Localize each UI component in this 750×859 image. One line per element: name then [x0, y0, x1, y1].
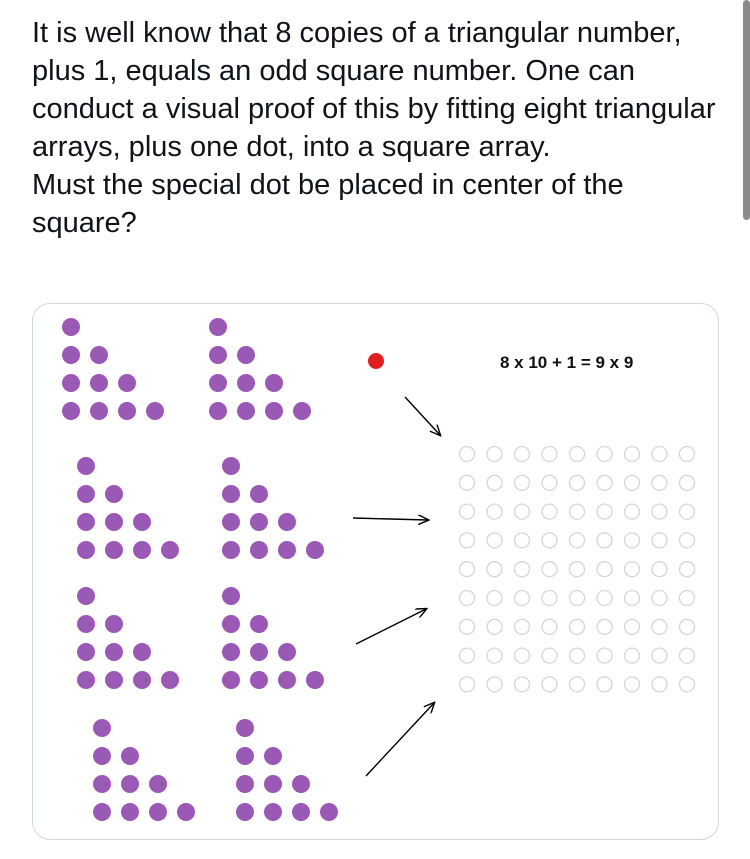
grid-dot [680, 447, 695, 462]
grid-dot [597, 504, 612, 519]
grid-dot [652, 648, 667, 663]
grid-dot [597, 475, 612, 490]
grid-dot [680, 619, 695, 634]
grid-dot [625, 504, 640, 519]
grid-dot [570, 447, 585, 462]
grid-dot [487, 562, 502, 577]
grid-dot [460, 504, 475, 519]
grid-dot [570, 619, 585, 634]
triangle-dot [236, 803, 254, 821]
post-image[interactable] [32, 303, 719, 840]
triangle-dot [93, 803, 111, 821]
grid-dot [625, 447, 640, 462]
grid-dot [570, 533, 585, 548]
grid-dot [625, 591, 640, 606]
triangle-dot [250, 541, 268, 559]
triangle-dot [236, 719, 254, 737]
grid-dot [460, 475, 475, 490]
triangular-arrays [62, 318, 338, 821]
triangle-dot [222, 615, 240, 633]
grid-dot [487, 648, 502, 663]
post-paragraph-2: Must the special dot be placed in center of the square? [32, 169, 624, 239]
grid-dot [597, 648, 612, 663]
triangle-dot [77, 541, 95, 559]
grid-dot [460, 533, 475, 548]
triangle-dot [250, 615, 268, 633]
grid-dot [680, 562, 695, 577]
triangle-dot [278, 541, 296, 559]
triangle-dot [77, 643, 95, 661]
grid-dot [542, 677, 557, 692]
triangle-dot [250, 485, 268, 503]
triangle-dot [209, 374, 227, 392]
grid-dot [625, 619, 640, 634]
triangle-dot [133, 671, 151, 689]
triangle-dot [306, 541, 324, 559]
triangle-dot [222, 587, 240, 605]
triangle-dot [264, 747, 282, 765]
triangle-dot [250, 671, 268, 689]
triangle-dot [264, 775, 282, 793]
grid-dot [570, 504, 585, 519]
triangle-dot [77, 513, 95, 531]
triangle-dot [306, 671, 324, 689]
triangle-dot [265, 402, 283, 420]
grid-dot [515, 677, 530, 692]
grid-dot [515, 504, 530, 519]
triangle-dot [320, 803, 338, 821]
triangle-dot [121, 775, 139, 793]
grid-dot [542, 504, 557, 519]
grid-dot [570, 591, 585, 606]
triangle-dot [264, 803, 282, 821]
triangle-dot [146, 402, 164, 420]
scrollbar[interactable] [743, 0, 750, 220]
arrow [353, 518, 428, 520]
triangle-dot [90, 374, 108, 392]
triangle-dot [93, 775, 111, 793]
grid-dot [515, 648, 530, 663]
triangle-dot [161, 671, 179, 689]
grid-dot [597, 591, 612, 606]
special-dot [368, 353, 384, 369]
triangle-dot [237, 402, 255, 420]
grid-dot [460, 591, 475, 606]
triangle-dot [105, 615, 123, 633]
grid-dot [680, 533, 695, 548]
grid-dot [487, 447, 502, 462]
triangle-dot [118, 402, 136, 420]
triangle-dot [77, 671, 95, 689]
grid-dot [652, 591, 667, 606]
arrow [405, 397, 440, 435]
grid-dot [487, 475, 502, 490]
triangle-dot [278, 671, 296, 689]
triangle-dot [222, 643, 240, 661]
grid-dot [542, 533, 557, 548]
grid-dot [597, 677, 612, 692]
grid-dot [515, 447, 530, 462]
arrow [356, 609, 426, 644]
triangle-dot [209, 346, 227, 364]
triangle-dot [149, 803, 167, 821]
grid-dot [597, 447, 612, 462]
triangle-dot [133, 643, 151, 661]
triangle-dot [265, 374, 283, 392]
grid-dot [460, 562, 475, 577]
grid-dot [597, 533, 612, 548]
triangle-dot [77, 615, 95, 633]
triangle-dot [278, 513, 296, 531]
grid-dot [625, 648, 640, 663]
grid-dot [487, 619, 502, 634]
grid-dot [597, 562, 612, 577]
triangular-array [222, 587, 324, 689]
grid-dot [487, 533, 502, 548]
triangle-dot [237, 346, 255, 364]
post-paragraph-1: It is well know that 8 copies of a triangular number, plus 1, equals an odd square number. One can conduct a visual proof of this by fitting eight triangular arrays, plus one dot, into a square array. [32, 17, 716, 163]
triangle-dot [105, 513, 123, 531]
grid-dot [597, 619, 612, 634]
grid-dot [487, 677, 502, 692]
triangle-dot [93, 747, 111, 765]
triangle-dot [118, 374, 136, 392]
square-grid [460, 447, 695, 692]
triangle-dot [292, 775, 310, 793]
post-text [32, 14, 732, 242]
grid-dot [515, 533, 530, 548]
grid-dot [625, 475, 640, 490]
grid-dot [680, 677, 695, 692]
triangle-dot [237, 374, 255, 392]
grid-dot [570, 677, 585, 692]
triangle-dot [236, 747, 254, 765]
triangle-dot [77, 587, 95, 605]
triangle-dot [222, 671, 240, 689]
arrows [353, 397, 440, 776]
grid-dot [625, 533, 640, 548]
grid-dot [652, 447, 667, 462]
grid-dot [652, 504, 667, 519]
grid-dot [515, 562, 530, 577]
triangle-dot [105, 671, 123, 689]
triangle-dot [209, 402, 227, 420]
grid-dot [542, 591, 557, 606]
grid-dot [542, 619, 557, 634]
triangle-dot [293, 402, 311, 420]
grid-dot [652, 533, 667, 548]
grid-dot [652, 475, 667, 490]
triangle-dot [222, 457, 240, 475]
grid-dot [652, 562, 667, 577]
triangle-dot [93, 719, 111, 737]
triangle-dot [121, 747, 139, 765]
triangle-dot [222, 485, 240, 503]
triangular-array [62, 318, 164, 420]
triangle-dot [133, 513, 151, 531]
triangle-dot [105, 541, 123, 559]
triangular-array [236, 719, 338, 821]
grid-dot [460, 648, 475, 663]
triangle-dot [62, 346, 80, 364]
grid-dot [652, 677, 667, 692]
triangle-dot [209, 318, 227, 336]
triangular-array [209, 318, 311, 420]
arrow [366, 703, 434, 776]
grid-dot [460, 677, 475, 692]
grid-dot [625, 562, 640, 577]
grid-dot [487, 591, 502, 606]
grid-dot [460, 447, 475, 462]
triangle-dot [77, 457, 95, 475]
grid-dot [680, 475, 695, 490]
triangular-array [77, 587, 179, 689]
triangle-dot [278, 643, 296, 661]
triangular-array [222, 457, 324, 559]
triangular-array [93, 719, 195, 821]
triangle-dot [250, 643, 268, 661]
grid-dot [515, 475, 530, 490]
triangular-array [77, 457, 179, 559]
grid-dot [625, 677, 640, 692]
triangle-dot [105, 643, 123, 661]
triangle-dot [133, 541, 151, 559]
triangle-dot [292, 803, 310, 821]
grid-dot [680, 591, 695, 606]
grid-dot [460, 619, 475, 634]
triangle-dot [105, 485, 123, 503]
triangle-dot [222, 513, 240, 531]
equation-label: 8 x 10 + 1 = 9 x 9 [500, 353, 634, 372]
triangle-dot [222, 541, 240, 559]
triangle-dot [90, 402, 108, 420]
triangle-dot [149, 775, 167, 793]
grid-dot [542, 562, 557, 577]
triangle-dot [177, 803, 195, 821]
grid-dot [515, 591, 530, 606]
grid-dot [542, 475, 557, 490]
grid-dot [570, 648, 585, 663]
triangle-dot [161, 541, 179, 559]
triangle-dot [90, 346, 108, 364]
triangle-dot [250, 513, 268, 531]
triangle-dot [77, 485, 95, 503]
grid-dot [680, 648, 695, 663]
triangle-dot [236, 775, 254, 793]
triangle-dot [62, 318, 80, 336]
grid-dot [680, 504, 695, 519]
triangle-dot [62, 374, 80, 392]
grid-dot [515, 619, 530, 634]
triangle-dot [121, 803, 139, 821]
grid-dot [487, 504, 502, 519]
grid-dot [542, 447, 557, 462]
grid-dot [570, 562, 585, 577]
grid-dot [542, 648, 557, 663]
grid-dot [652, 619, 667, 634]
triangular-number-figure [33, 304, 718, 839]
grid-dot [570, 475, 585, 490]
triangle-dot [62, 402, 80, 420]
